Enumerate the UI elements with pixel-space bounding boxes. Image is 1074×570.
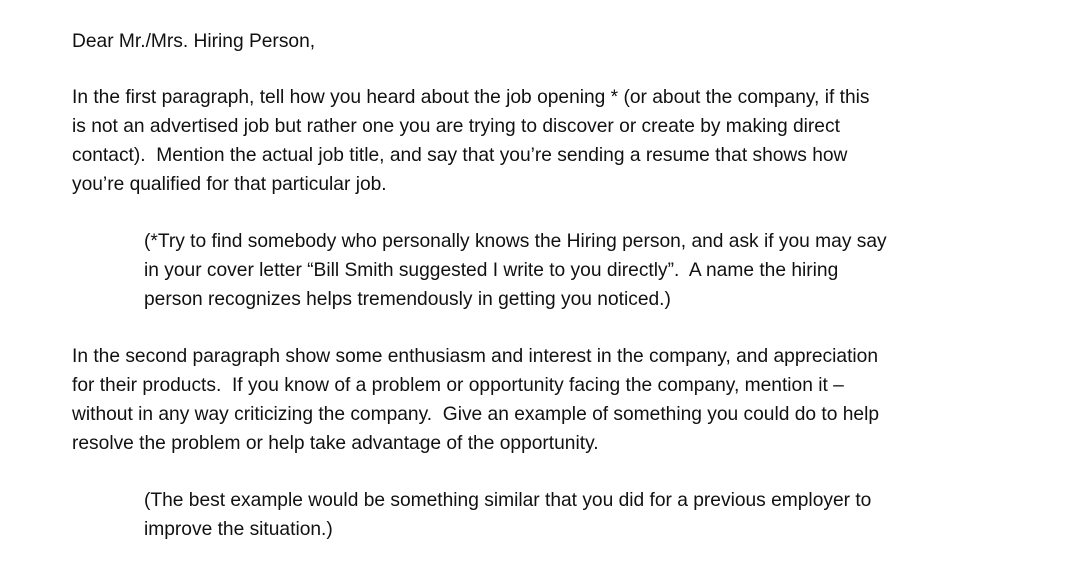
note-1-line: person recognizes helps tremendously in getting you noticed.) [144, 289, 671, 310]
paragraph-1-line: In the first paragraph, tell how you heard about the job opening * (or about the company, if this [72, 87, 870, 108]
note-2-line: improve the situation.) [144, 519, 333, 540]
note-1-line: (*Try to find somebody who personally knows the Hiring person, and ask if you may say [144, 231, 887, 252]
salutation: Dear Mr./Mrs. Hiring Person, [72, 31, 316, 52]
paragraph-2-line: without in any way criticizing the company. Give an example of something you could do to help [72, 404, 880, 425]
note-2-line: (The best example would be something similar that you did for a previous employer to [144, 490, 872, 511]
paragraph-1-line: is not an advertised job but rather one you are trying to discover or create by making direct [72, 116, 840, 137]
paragraph-2-line: for their products. If you know of a problem or opportunity facing the company, mention it – [72, 375, 844, 396]
note-1-line: in your cover letter “Bill Smith suggested I write to you directly”. A name the hiring [144, 260, 839, 281]
paragraph-2-line: In the second paragraph show some enthusiasm and interest in the company, and appreciation [72, 346, 879, 367]
paragraph-2-line: resolve the problem or help take advantage of the opportunity. [72, 433, 599, 454]
paragraph-1-line: contact). Mention the actual job title, and say that you’re sending a resume that shows how [72, 145, 848, 166]
paragraph-1-line: you’re qualified for that particular job. [72, 174, 387, 195]
